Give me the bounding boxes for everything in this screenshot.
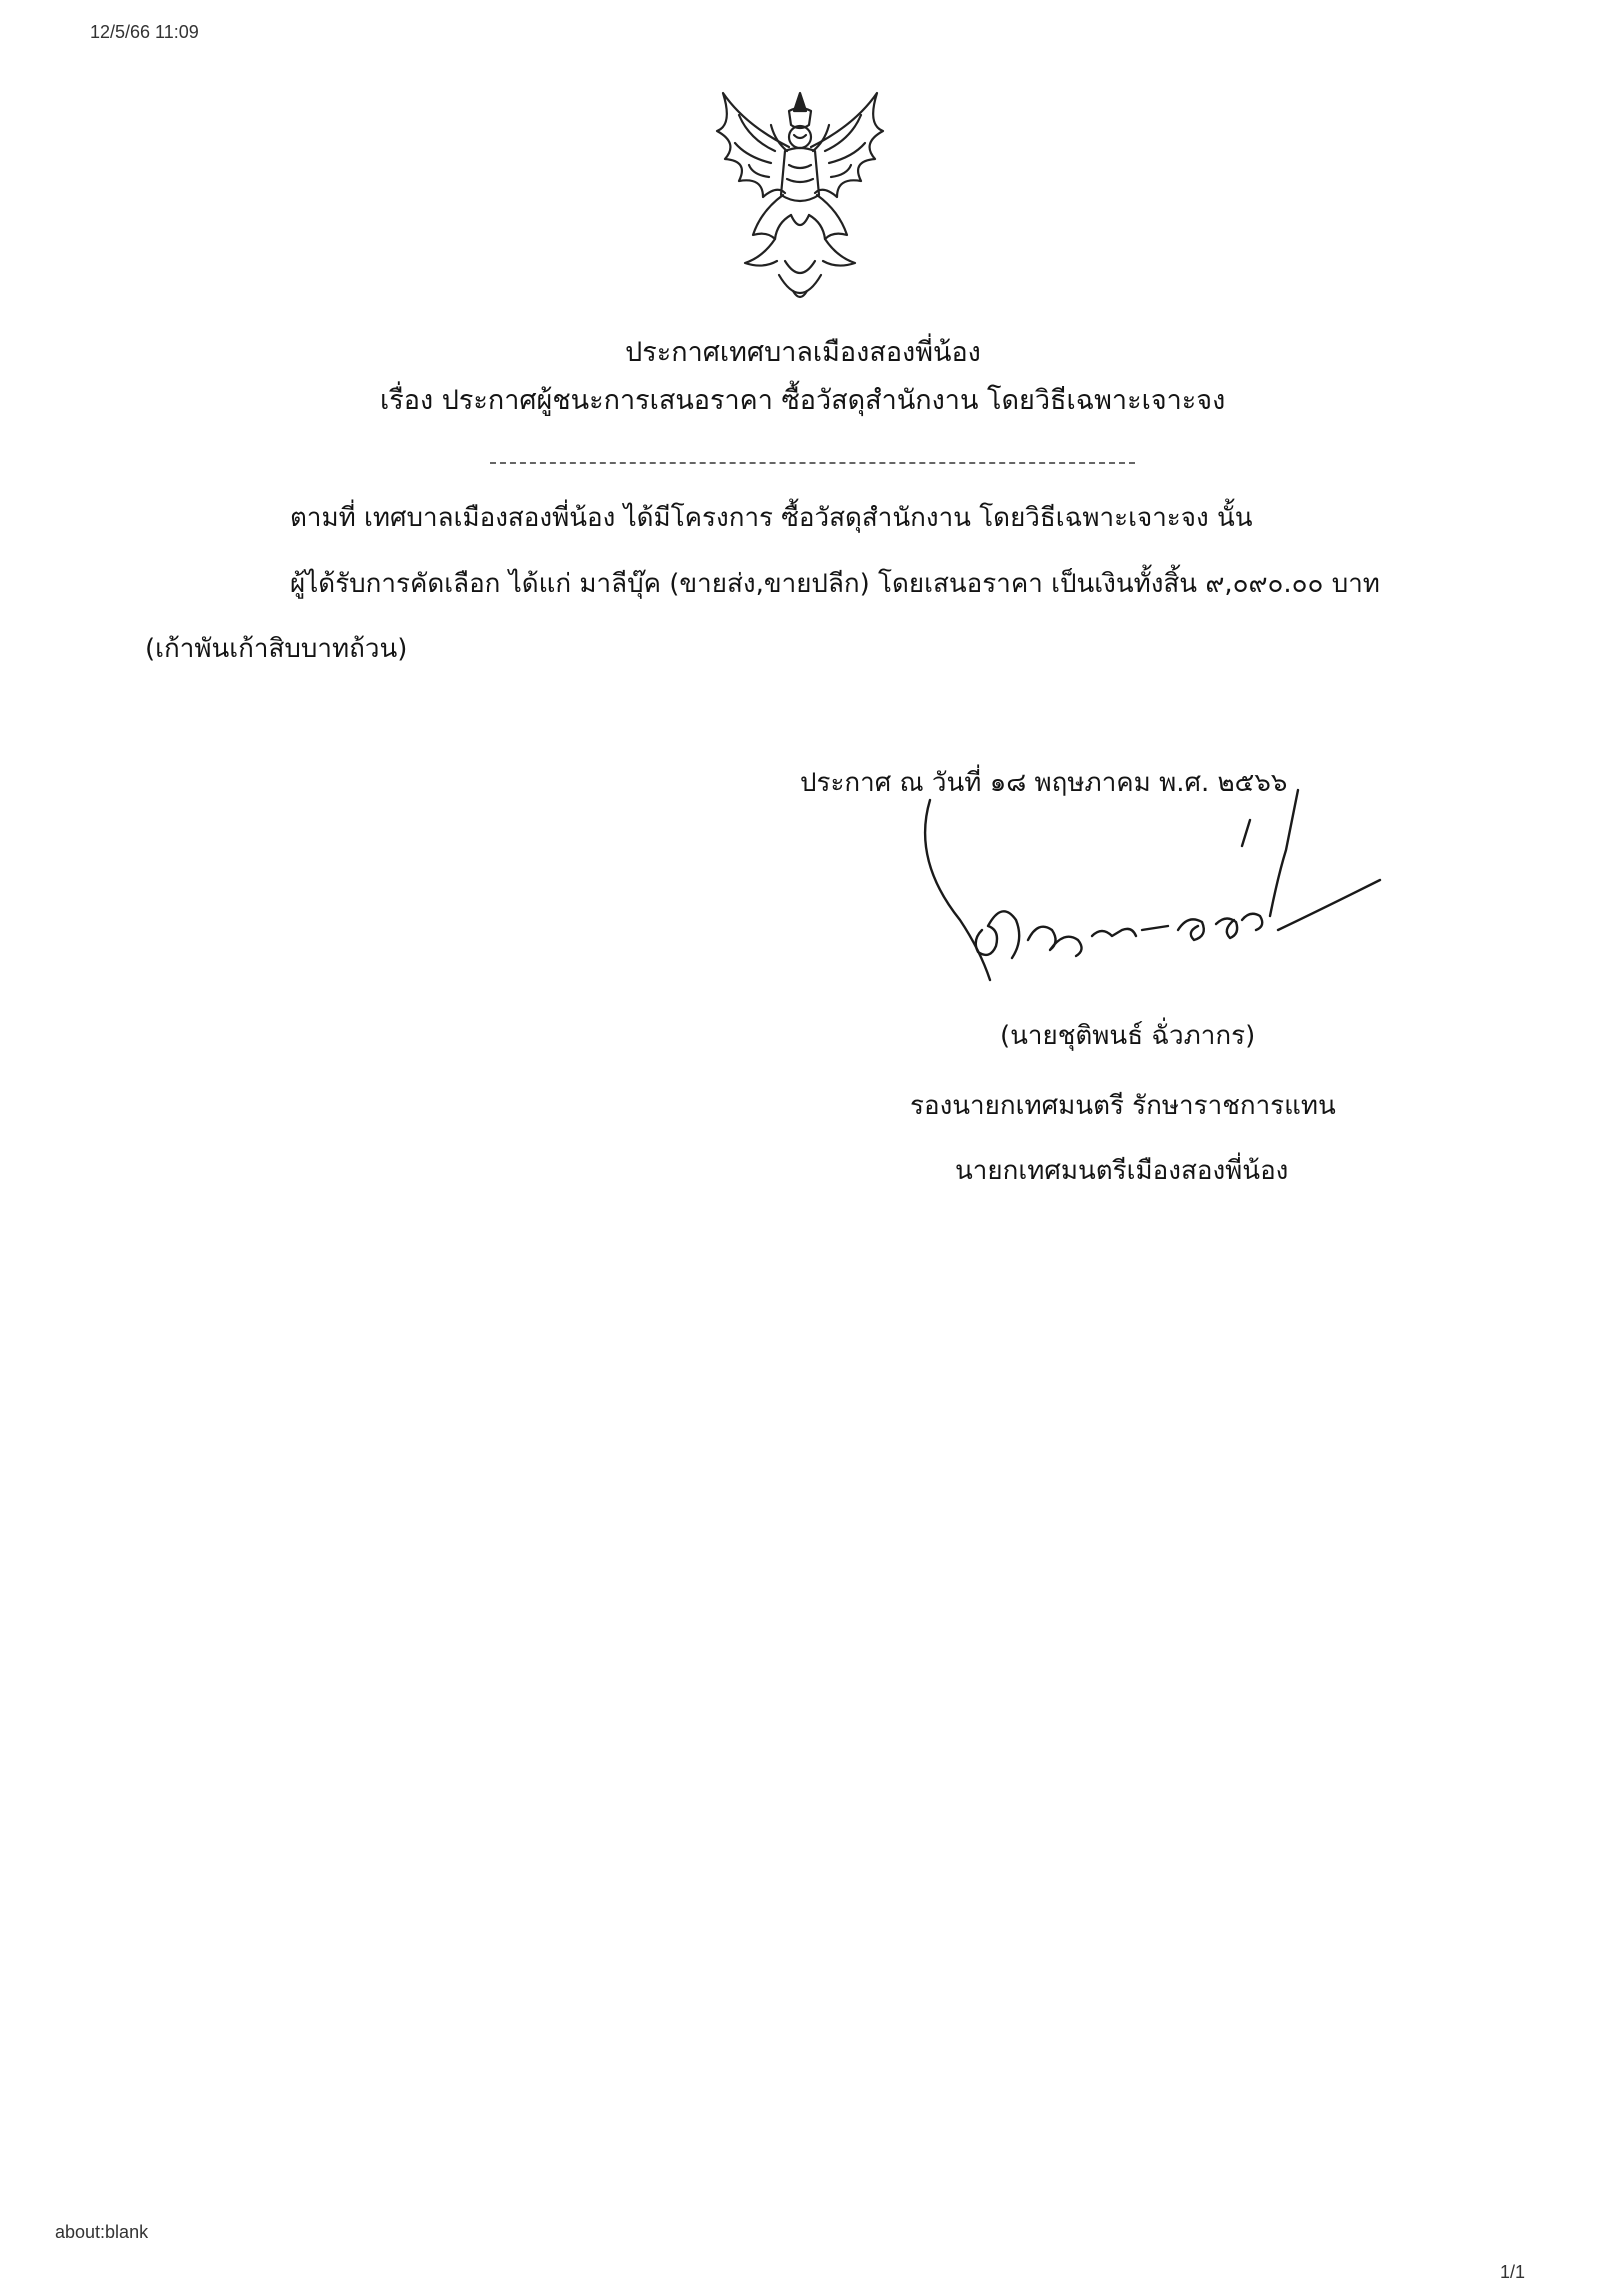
signatory-position: รองนายกเทศมนตรี รักษาราชการแทน [910,1091,1336,1121]
document-subject: เรื่อง ประกาศผู้ชนะการเสนอราคา ซื้อวัสดุสำนักงาน โดยวิธีเฉพาะเจาะจง [380,385,1226,416]
page-indicator: 1/1 [1500,2262,1526,2282]
body-line-3: (เก้าพันเก้าสิบบาทถ้วน) [145,634,408,664]
print-url: about:blank [55,2222,149,2242]
body-line-2: ผู้ได้รับการคัดเลือก ได้แก่ มาลีบุ๊ค (ขายส่ง,ขายปลีก) โดยเสนอราคา เป็นเงินทั้งสิ้น ๙,๐๙๐.๐๐ บาท [290,569,1380,599]
title-divider [490,462,1135,464]
document-title: ประกาศเทศบาลเมืองสองพี่น้อง [625,337,981,368]
print-timestamp: 12/5/66 11:09 [90,22,199,42]
garuda-emblem-icon [705,85,895,320]
signatory-name: (นายชุติพนธ์ ฉั่วภากร) [1000,1021,1256,1051]
body-line-1: ตามที่ เทศบาลเมืองสองพี่น้อง ได้มีโครงการ ซื้อวัสดุสำนักงาน โดยวิธีเฉพาะเจาะจง นั้น [290,503,1253,533]
handwritten-signature [920,780,1420,1010]
announcement-date: ประกาศ ณ วันที่ ๑๘ พฤษภาคม พ.ศ. ๒๕๖๖ [800,768,1288,798]
signatory-position-2: นายกเทศมนตรีเมืองสองพี่น้อง [955,1156,1289,1186]
